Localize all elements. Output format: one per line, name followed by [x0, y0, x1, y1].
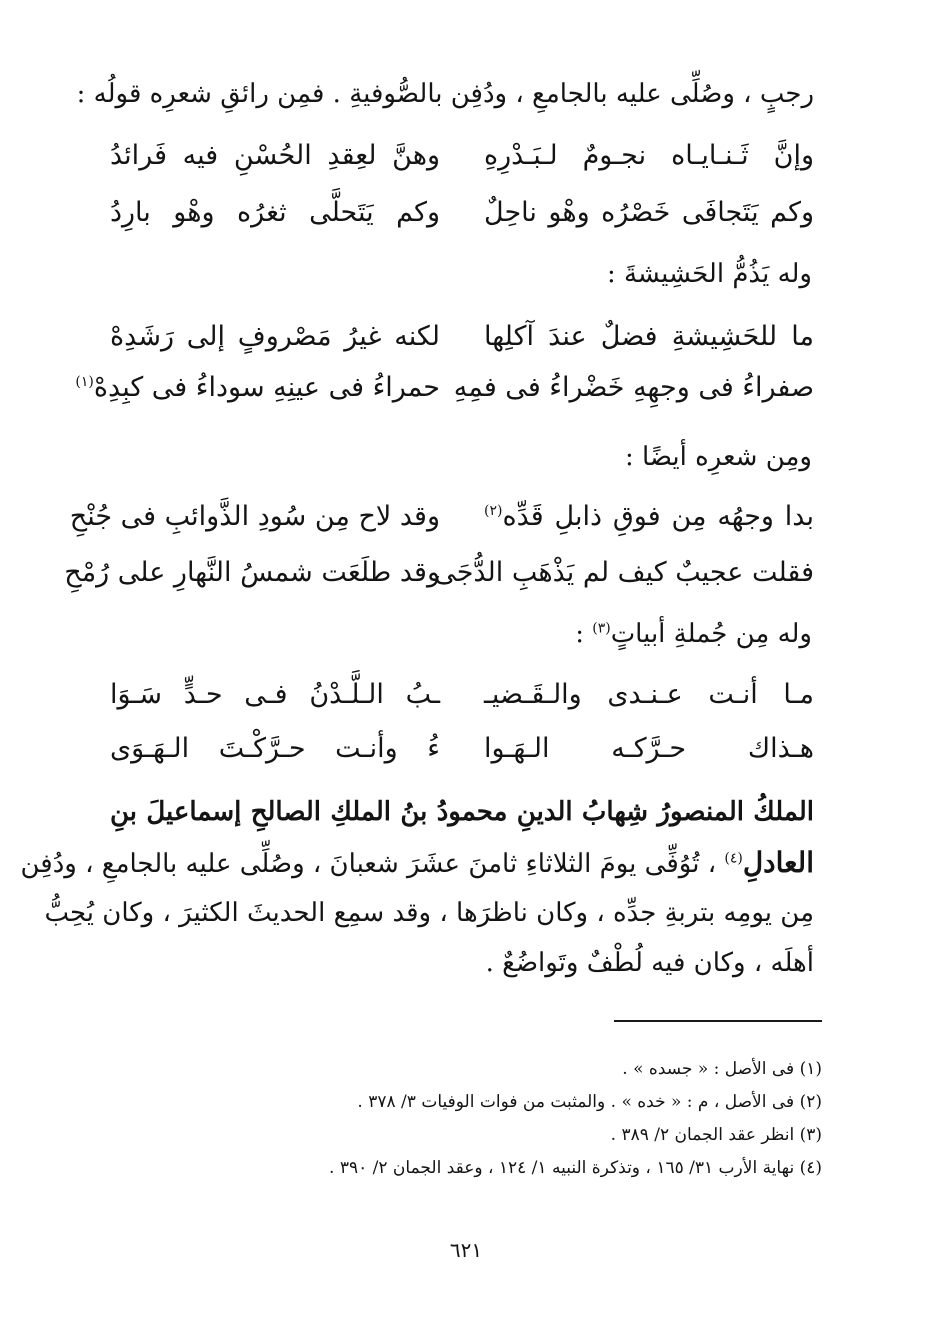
intro-text: وله مِن جُملةِ أبياتٍ — [610, 619, 812, 649]
footnote-4: (٤) نهاية الأرب ٣١/ ١٦٥ ، وتذكرة النبيه ١/ ١٢٤ ، وعقد الجمان ٢/ ٣٩٠ . — [329, 1158, 822, 1178]
hemistich-second: لكنه غيرُ مَصْروفٍ إلى رَشَدِهْ — [110, 321, 440, 352]
footnote-2: (٢) فى الأصل ، م : « خده » . والمثبت من فوات الوفيات ٣/ ٣٧٨ . — [357, 1092, 822, 1112]
intro-colon: : — [575, 619, 593, 649]
intro-line-4 — [110, 614, 812, 654]
footnote-3: (٣) انظر عقد الجمان ٢/ ٣٨٩ . — [610, 1125, 822, 1145]
hemistich-second: وكم يَتَحلَّى ثغرُه وهْو بارِدُ — [110, 197, 440, 228]
poem3-verse-1 — [69, 495, 814, 539]
hemistich-first: ما للحَشِيشةِ فضلٌ عندَ آكلِها — [484, 321, 814, 352]
poem4-verse-2 — [110, 727, 814, 771]
entry-text: ، تُوُفِّى يومَ الثلاثاءِ ثامنَ عشَرَ شعبانَ ، وصُلِّى عليه بالجامعِ ، ودُفِن — [20, 849, 725, 879]
entry-line-4: أهلَه ، وكان فيه لُطْفٌ وتَواضُعٌ . — [485, 948, 814, 978]
hemistich-first: مـا أنـت عـنـدى والـقَـضيـ — [484, 679, 814, 710]
hemistich-second: وقد طلَعَت شمسُ النَّهارِ على رُمْحِ — [64, 557, 440, 588]
entry-heading-cont: العادلِ — [742, 846, 814, 879]
intro-line: رجبٍ ، وصُلِّى عليه بالجامعِ ، ودُفِن بالصُّوفيةِ . فمِن رائقِ شعرِه قولُه : — [76, 79, 814, 109]
hemistich-second: ـبُ الـلَّـدْنُ فـى حـدٍّ سَـوَا — [110, 679, 440, 710]
hemistich-first: صفراءُ فى وجهِهِ خَضْراءُ فى فمِهِ — [453, 372, 814, 403]
hemistich-text: بدا وجهُه مِن فوقِ ذابلِ قَدِّه — [502, 501, 814, 532]
hemistich-first: فقلت عجيبٌ كيف لم يَذْهَبِ الدُّجَى — [434, 557, 814, 588]
poem1-verse-2 — [110, 191, 814, 235]
hemistich-second: وهنَّ لعِقدِ الحُسْنِ فيه فَرائدُ — [110, 140, 440, 171]
poem3-verse-2 — [64, 551, 814, 595]
footnote-1: (١) فى الأصل : « جسده » . — [622, 1059, 822, 1079]
hemistich-second — [75, 366, 440, 410]
hemistich-second: وقد لاح مِن سُودِ الذَّوائبِ فى جُنْحِ — [69, 501, 440, 532]
entry-heading: الملكُ المنصورُ شِهابُ الدينِ محمودُ بنُ الملكِ الصالحِ إسماعيلَ بنِ — [110, 797, 814, 827]
poem4-verse-1 — [110, 673, 814, 717]
footnote-ref-3: (٣) — [592, 620, 611, 637]
footnote-divider — [614, 1020, 822, 1022]
hemistich-text: حمراءُ فى عينِهِ سوداءُ فى كبِدِهْ — [93, 372, 440, 403]
poem2-verse-1 — [110, 315, 814, 359]
entry-line-2 — [20, 843, 814, 884]
entry-line-3: مِن يومِه بتربةِ جدِّه ، وكان ناظرَها ، وقد سمِع الحديثَ الكثيرَ ، وكان يُحِبُّ — [44, 898, 814, 928]
hemistich-second: ءُ وأنـت حـرَّكْـتَ الـهَـوَى — [110, 733, 440, 764]
intro-line-2: وله يَذُمُّ الحَشِيشةَ : — [606, 259, 812, 289]
footnote-ref-1: (١) — [75, 374, 94, 390]
poem1-verse-1 — [110, 134, 814, 178]
footnote-ref-4: (٤) — [724, 850, 743, 867]
footnote-ref-2: (٢) — [484, 503, 503, 519]
hemistich-first: هـذاك حـرَّكـه الـهَـوا — [484, 733, 814, 764]
hemistich-first: وإنَّ ثَـنـايـاه نجـومٌ لـبَـدْرِهِ — [484, 140, 814, 171]
poem2-verse-2 — [75, 366, 814, 410]
page-number: ٦٢١ — [449, 1238, 483, 1262]
hemistich-first — [484, 495, 814, 539]
hemistich-first: وكم يَتَجافَى خَصْرُه وهْو ناحِلٌ — [484, 197, 814, 228]
intro-line-3: ومِن شعرِه أيضًا : — [624, 442, 812, 472]
